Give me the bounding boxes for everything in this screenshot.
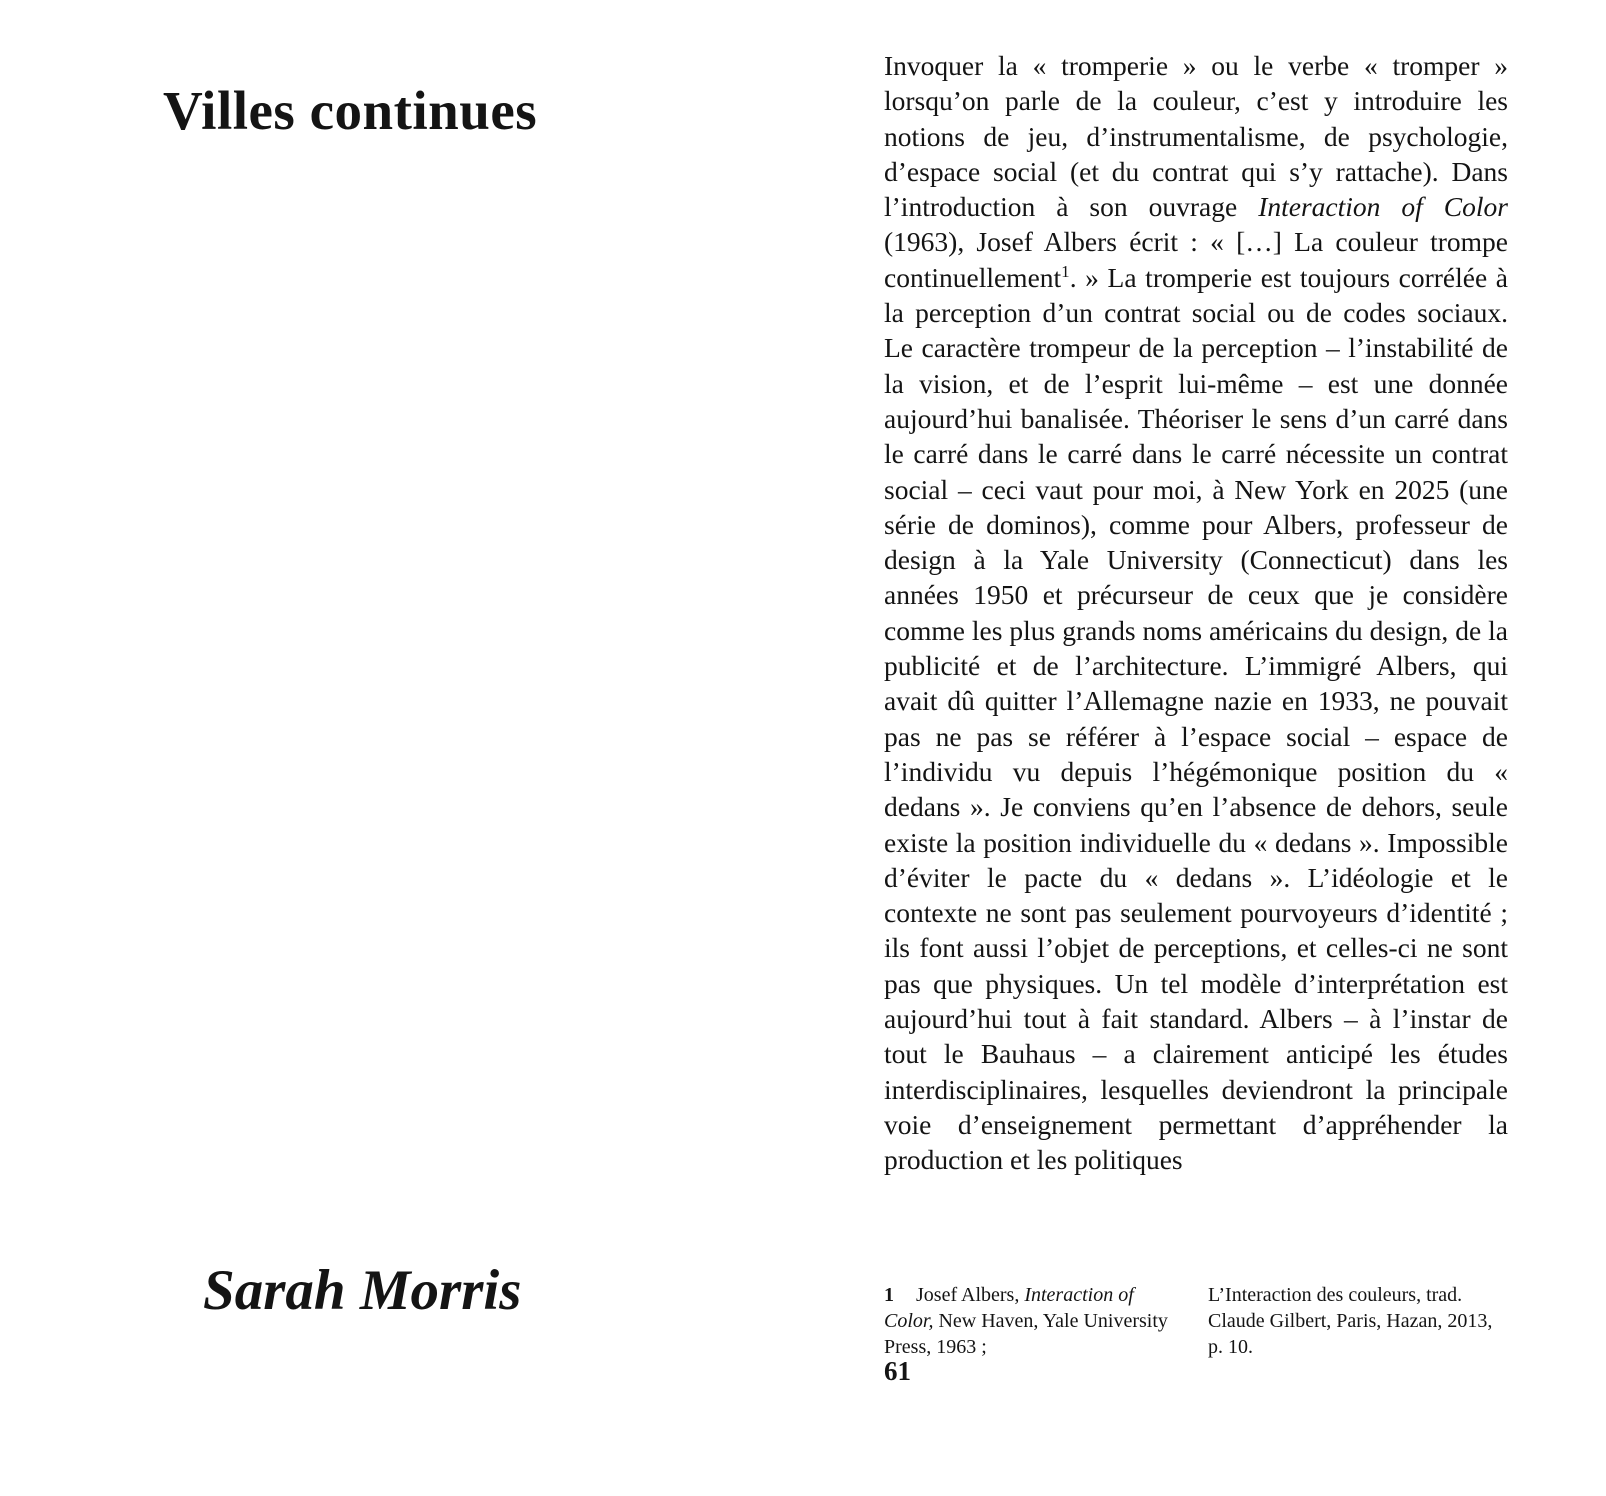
footnote-book-title-italic: Interaction of Color, — [884, 1284, 1134, 1332]
footnote-reference: 1 — [1061, 261, 1070, 281]
page-number: 61 — [884, 1356, 911, 1386]
footnote-column-2 — [1208, 1282, 1508, 1360]
footnote-column-1 — [884, 1282, 1184, 1360]
footnote-text-part2: New Haven, Yale University Press, 1963 ; — [884, 1310, 1168, 1358]
footnote-translation-text: L’Interaction des couleurs, trad. Claude Gilbert, Paris, Hazan, 2013, p. 10. — [1208, 1284, 1493, 1358]
page-title: Villes continues — [163, 79, 538, 141]
footnote-marker: 1 — [884, 1284, 894, 1306]
article-text-part1: Invoquer la « tromperie » ou le verbe « tromper » lorsqu’on parle de la couleur, c’est y introduire les notions de jeu, d’instrumentalisme, de psychologie, d’espace social (et du contrat qui s’y rattache). Dans l’introduction à son ouvrage — [884, 50, 1508, 223]
footnote-text-part1: Josef Albers, — [916, 1284, 1025, 1306]
author-name: Sarah Morris — [203, 1259, 522, 1322]
article-text-part2: (1963), Josef Albers écrit : « […] La couleur trompe continuellement — [884, 226, 1508, 293]
footnotes-section — [884, 1282, 1508, 1360]
article-body — [884, 48, 1508, 1178]
article-text-part3: . » La tromperie est toujours corrélée à la perception d’un contrat social ou de codes sociaux. Le caractère trompeur de la perception – l’instabilité de la vision, et de l’esprit lui-même – est une donnée aujourd’hui banalisée. Théoriser le sens d’un carré dans le carré dans le carré dans le carré nécessite un contrat social – ceci vaut pour moi, à New York en 2025 (une série de dominos), comme pour Albers, professeur de design à la Yale University (Connecticut) dans les années 1950 et précurseur de ceux que je considère comme les plus grands noms américains du design, de la publicité et de l’architecture. L’immigré Albers, qui avait dû quitter l’Allemagne nazie en 1933, ne pouvait pas ne pas se référer à l’espace social – espace de l’individu vu depuis l’hégémonique position du « dedans ». Je conviens qu’en l’absence de dehors, seule existe la position individuelle du « dedans ». Impossible d’éviter le pacte du « dedans ». L’idéologie et le contexte ne sont pas seulement pourvoyeurs d’identité ; ils font aussi l’objet de perceptions, et celles-ci ne sont pas que physiques. Un tel modèle d’interprétation est aujourd’hui tout à fait standard. Albers – à l’instar de tout le Bauhaus – a clairement anticipé les études interdisciplinaires, lesquelles deviendront la principale voie d’enseignement permettant d’appréhender la production et les politiques — [884, 261, 1508, 1176]
article-book-title-italic: Interaction of Color — [1258, 191, 1508, 223]
